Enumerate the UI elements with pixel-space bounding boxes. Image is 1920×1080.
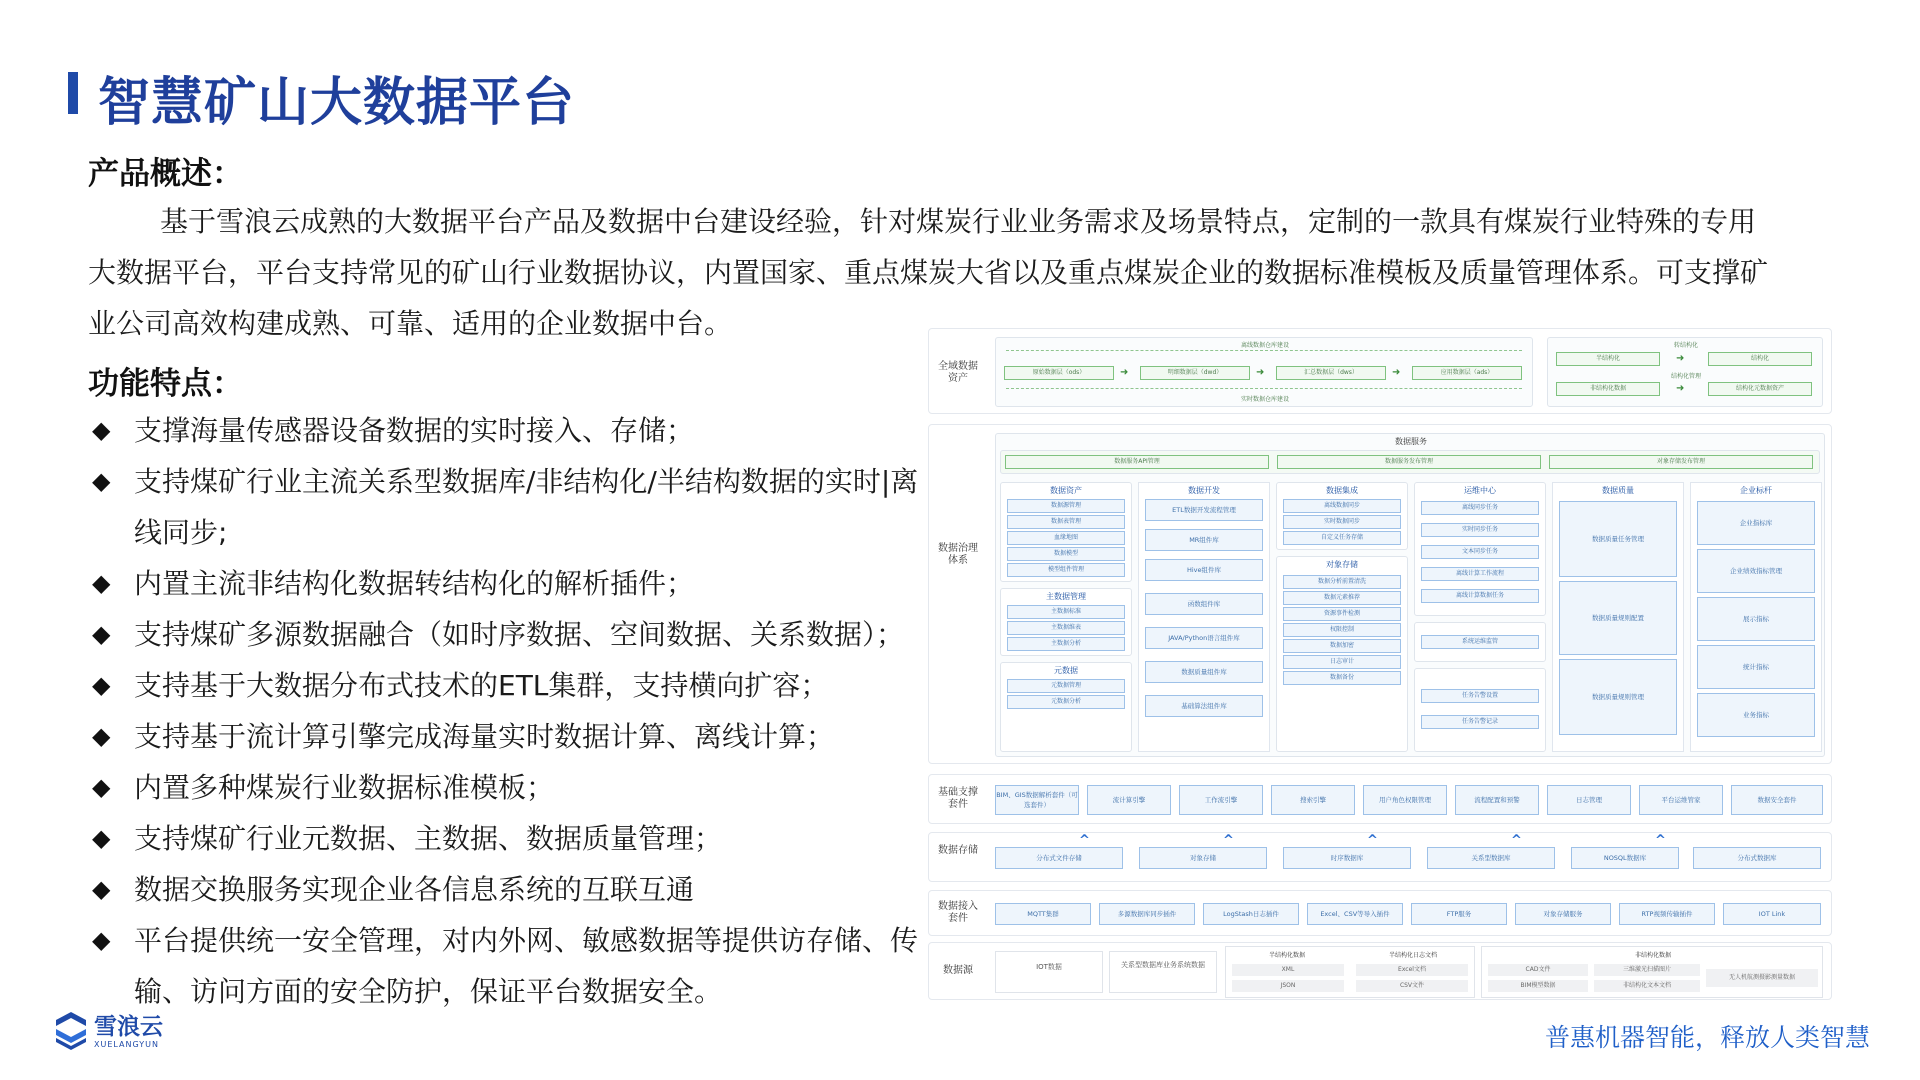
infra-item: 流程配置和预警 <box>1455 785 1539 815</box>
storage-item: 分布式文件存储 <box>995 847 1123 869</box>
dwd-stage: 明细数据层（dwd） <box>1140 366 1250 380</box>
infra-item: 用户角色权限管理 <box>1363 785 1447 815</box>
chevron-up-icon: ^ <box>1079 833 1090 848</box>
feature-item: ◆ 支撑海量传感器设备数据的实时接入、存储； <box>88 405 938 456</box>
source-item: 非结构化文本文档 <box>1594 980 1700 992</box>
infra-layer-label: 基础支撑套件 <box>938 787 978 810</box>
realtime-warehouse-title: 实时数据仓库建设 <box>1240 396 1289 403</box>
feature-item: ◆ 平台提供统一安全管理，对内外网、敏感数据等提供访存储、传输、访问方面的安全防护，保证平台数据安全。 <box>88 915 938 1017</box>
convert-subtitle: 结构化管理 <box>1670 373 1701 380</box>
slogan: 普惠机器智能，释放人类智慧 <box>1544 1023 1870 1052</box>
feature-item: ◆ 支持基于流计算引擎完成海量实时数据计算、离线计算； <box>88 711 938 762</box>
column-item: 业务指标 <box>1697 693 1815 737</box>
storage-item: 关系型数据库 <box>1427 847 1555 869</box>
ingest-item: Excel、CSV等导入插件 <box>1307 903 1403 925</box>
column-item: 系统运维监管 <box>1421 635 1539 649</box>
column-item: 函数组件库 <box>1145 593 1263 615</box>
ods-stage: 原始数据层（ods） <box>1004 366 1114 380</box>
diamond-icon: ◆ <box>92 671 111 699</box>
ingest-layer <box>928 890 1832 936</box>
page-title: 智慧矿山大数据平台 <box>98 73 576 133</box>
asset-layer-label: 全域数据资产 <box>938 361 978 384</box>
column-item: 数据模型 <box>1007 547 1125 561</box>
chevron-up-icon: ^ <box>1223 833 1234 848</box>
arrow-right-icon: ➜ <box>1120 367 1129 378</box>
group-caption: 半结构化日志文档 <box>1388 952 1437 959</box>
relational-source: 关系型数据库业务系统数据 <box>1109 951 1217 993</box>
column-item: 实时数据同步 <box>1283 515 1401 529</box>
ingest-item: MQTT集群 <box>995 903 1091 925</box>
flow-line <box>1006 388 1522 389</box>
column-item: 元数据分析 <box>1007 695 1125 709</box>
column-title: 对象存储 <box>1326 560 1358 569</box>
infra-item: 工作流引擎 <box>1179 785 1263 815</box>
column-item: ETL数据开发流程管理 <box>1145 499 1263 521</box>
col-data-integration <box>1276 482 1408 752</box>
column-title: 运维中心 <box>1464 486 1496 495</box>
column-item: 离线数据同步 <box>1283 499 1401 513</box>
warehouse-panel <box>995 337 1533 407</box>
column-item: 日志审计 <box>1283 655 1401 669</box>
iot-source: IOT数据 <box>995 951 1103 993</box>
feature-item: ◆ 支持基于大数据分布式技术的ETL集群，支持横向扩容； <box>88 660 938 711</box>
storage-layer-label: 数据存储 <box>938 845 978 856</box>
infra-item: 日志管理 <box>1547 785 1631 815</box>
features-list <box>88 405 938 1017</box>
diamond-icon: ◆ <box>92 824 111 852</box>
dws-stage: 汇总数据层（dws） <box>1276 366 1386 380</box>
feature-item: ◆ 支持煤矿多源数据融合（如时序数据、空间数据、关系数据）； <box>88 609 938 660</box>
storage-item: 对象存储 <box>1139 847 1267 869</box>
column-item: 数据分析前置清洗 <box>1283 575 1401 589</box>
arrow-right-icon: ➜ <box>1676 383 1685 394</box>
col-enterprise-benchmark <box>1690 482 1822 752</box>
metadata-subpanel <box>1000 662 1132 752</box>
column-item: 权限控制 <box>1283 623 1401 637</box>
unstructured-group <box>1481 946 1823 998</box>
overview-text: 基于雪浪云成熟的大数据平台产品及数据中台建设经验，针对煤炭行业业务需求及场景特点，定制的一款具有煤炭行业特殊的专用大数据平台，平台支持常见的矿山行业数据协议，内置国家、重点煤炭大省以及重点煤炭企业的数据标准模板及质量管理体系。可支撑矿业公司高效构建成熟、可靠、适用的企业数据中台。 <box>88 205 1769 340</box>
ops-alert-subpanel <box>1414 668 1546 752</box>
service-bar <box>1000 450 1820 474</box>
column-item: 离线计算数据任务 <box>1421 589 1539 603</box>
logo-mark-icon <box>54 1010 88 1052</box>
ingest-item: LogStash日志插件 <box>1203 903 1299 925</box>
column-item: 数据备份 <box>1283 671 1401 685</box>
column-item: 主数据维表 <box>1007 621 1125 635</box>
ingest-item: 多源数据库同步插件 <box>1099 903 1195 925</box>
col-data-dev <box>1138 482 1270 752</box>
semi-structured-box: 半结构化 <box>1556 352 1660 366</box>
source-item: CAD文件 <box>1488 964 1588 976</box>
column-item: MR组件库 <box>1145 529 1263 551</box>
service-api-box: 数据服务API管理 <box>1005 455 1269 469</box>
governance-layer-label: 数据治理体系 <box>938 543 978 566</box>
feature-item: ◆ 数据交换服务实现企业各信息系统的互联互通 <box>88 864 938 915</box>
column-item: 资源事件检测 <box>1283 607 1401 621</box>
column-item: 数据质量任务管理 <box>1559 501 1677 577</box>
arrow-right-icon: ➜ <box>1676 353 1685 364</box>
source-item: JSON <box>1232 980 1344 992</box>
asset-layer <box>928 328 1832 414</box>
infra-item: 流计算引擎 <box>1087 785 1171 815</box>
column-item: 离线同步任务 <box>1421 501 1539 515</box>
diamond-icon: ◆ <box>92 416 111 444</box>
ingest-item: 对象存储服务 <box>1515 903 1611 925</box>
semi-structured-group <box>1225 946 1475 998</box>
object-storage-subpanel <box>1276 556 1408 752</box>
column-item: 血缘地图 <box>1007 531 1125 545</box>
column-item: 数据元素推荐 <box>1283 591 1401 605</box>
company-logo <box>54 1010 163 1052</box>
logo-name: 雪浪云 <box>94 1013 163 1040</box>
storage-item: NOSQL数据库 <box>1571 847 1679 869</box>
column-title: 企业标杆 <box>1740 486 1772 495</box>
structured-box: 结构化 <box>1708 352 1812 366</box>
column-item: 主数据标准 <box>1007 605 1125 619</box>
service-publish-box: 数据服务发布管理 <box>1277 455 1541 469</box>
column-item: 数据加密 <box>1283 639 1401 653</box>
infra-layer <box>928 774 1832 824</box>
column-item: 统计指标 <box>1697 645 1815 689</box>
column-title: 主数据管理 <box>1046 592 1086 601</box>
chevron-up-icon: ^ <box>1511 833 1522 848</box>
column-title: 元数据 <box>1054 666 1078 675</box>
unstructured-box: 非结构化数据 <box>1556 382 1660 396</box>
overview-heading: 产品概述： <box>88 156 243 192</box>
column-item: 数据质量规则管理 <box>1559 659 1677 735</box>
governance-layer <box>928 424 1832 764</box>
column-item: 任务告警设置 <box>1421 689 1539 703</box>
column-item: 文本同步任务 <box>1421 545 1539 559</box>
overview-paragraph <box>88 196 1778 349</box>
ops-subpanel <box>1414 482 1546 616</box>
source-item: 无人机航测摄影测量数据 <box>1706 969 1818 987</box>
arrow-right-icon: ➜ <box>1256 367 1265 378</box>
col-data-quality <box>1552 482 1684 752</box>
column-item: 数据源管理 <box>1007 499 1125 513</box>
column-item: 基础算法组件库 <box>1145 695 1263 717</box>
source-item: CSV文件 <box>1356 980 1468 992</box>
source-item: XML <box>1232 964 1344 976</box>
diamond-icon: ◆ <box>92 569 111 597</box>
structured-asset-box: 结构化元数据资产 <box>1708 382 1812 396</box>
features-heading: 功能特点： <box>88 366 243 402</box>
diamond-icon: ◆ <box>92 467 111 495</box>
ingest-layer-label: 数据接入套件 <box>938 901 978 924</box>
infra-item: 数据安全套件 <box>1731 785 1823 815</box>
architecture-diagram <box>928 328 1832 1000</box>
asset-subpanel <box>1000 482 1132 582</box>
storage-layer <box>928 832 1832 882</box>
data-service-title: 数据服务 <box>1395 437 1427 446</box>
source-item: BIM模型数据 <box>1488 980 1588 992</box>
column-title: 数据质量 <box>1602 486 1634 495</box>
feature-item: ◆ 支持煤矿行业主流关系型数据库/非结构化/半结构数据的实时|离线同步; <box>88 456 938 558</box>
column-item: 企业绩效指标管理 <box>1697 549 1815 593</box>
column-title: 数据资产 <box>1050 486 1082 495</box>
source-layer-label: 数据源 <box>943 965 973 976</box>
diamond-icon: ◆ <box>92 722 111 750</box>
column-item: 模型组件管理 <box>1007 563 1125 577</box>
feature-item: ◆ 内置主流非结构化数据转结构化的解析插件； <box>88 558 938 609</box>
column-item: 任务告警记录 <box>1421 715 1539 729</box>
group-caption: 半结构化数据 <box>1268 952 1305 959</box>
diamond-icon: ◆ <box>92 875 111 903</box>
column-item: 数据质量规则配置 <box>1559 581 1677 655</box>
convert-title: 转结构化 <box>1673 342 1698 349</box>
storage-item: 分布式数据库 <box>1693 847 1821 869</box>
infra-item: 平台运维管家 <box>1639 785 1723 815</box>
column-item: 企业指标库 <box>1697 501 1815 545</box>
feature-item: ◆ 内置多种煤炭行业数据标准模板； <box>88 762 938 813</box>
diamond-icon: ◆ <box>92 926 111 954</box>
column-item: 数据质量组件库 <box>1145 661 1263 683</box>
master-data-subpanel <box>1000 588 1132 656</box>
storage-item: 时序数据库 <box>1283 847 1411 869</box>
object-publish-box: 对象存储发布管理 <box>1549 455 1813 469</box>
flow-line <box>1006 350 1522 351</box>
column-item: 数据表管理 <box>1007 515 1125 529</box>
col-data-asset <box>1000 482 1132 752</box>
feature-item: ◆ 支持煤矿行业元数据、主数据、数据质量管理； <box>88 813 938 864</box>
infra-item: 搜索引擎 <box>1271 785 1355 815</box>
column-title: 数据集成 <box>1326 486 1358 495</box>
diamond-icon: ◆ <box>92 620 111 648</box>
ingest-item: FTP服务 <box>1411 903 1507 925</box>
diamond-icon: ◆ <box>92 773 111 801</box>
column-item: Hive组件库 <box>1145 559 1263 581</box>
ingest-item: RTP视频传输插件 <box>1619 903 1715 925</box>
group-caption: 非结构化数据 <box>1634 952 1671 959</box>
column-item: JAVA/Python语言组件库 <box>1145 627 1263 649</box>
chevron-up-icon: ^ <box>1655 833 1666 848</box>
ingest-item: IOT Link <box>1723 903 1821 925</box>
integration-subpanel <box>1276 482 1408 550</box>
chevron-up-icon: ^ <box>1367 833 1378 848</box>
convert-panel <box>1547 337 1823 407</box>
arrow-right-icon: ➜ <box>1392 367 1401 378</box>
column-item: 主数据分析 <box>1007 637 1125 651</box>
source-layer <box>928 942 1832 1000</box>
source-item: 三维激光扫描图片 <box>1594 964 1700 976</box>
source-item: Excel文档 <box>1356 964 1468 976</box>
offline-warehouse-title: 离线数据仓库建设 <box>1240 342 1289 349</box>
ads-stage: 应用数据层（ads） <box>1412 366 1522 380</box>
column-item: 展示指标 <box>1697 597 1815 641</box>
column-item: 元数据管理 <box>1007 679 1125 693</box>
logo-name-en: XUELANGYUN <box>94 1039 160 1049</box>
column-item: 自定义任务存储 <box>1283 531 1401 545</box>
infra-item: BIM、GIS数据解析套件（可选套件） <box>995 785 1079 815</box>
col-ops-center <box>1414 482 1546 752</box>
title-accent-bar <box>68 72 78 114</box>
column-item: 离线计算工作流程 <box>1421 567 1539 581</box>
governance-panel <box>995 433 1825 757</box>
column-item: 实时同步任务 <box>1421 523 1539 537</box>
column-title: 数据开发 <box>1188 486 1220 495</box>
ops-monitor-subpanel <box>1414 622 1546 662</box>
